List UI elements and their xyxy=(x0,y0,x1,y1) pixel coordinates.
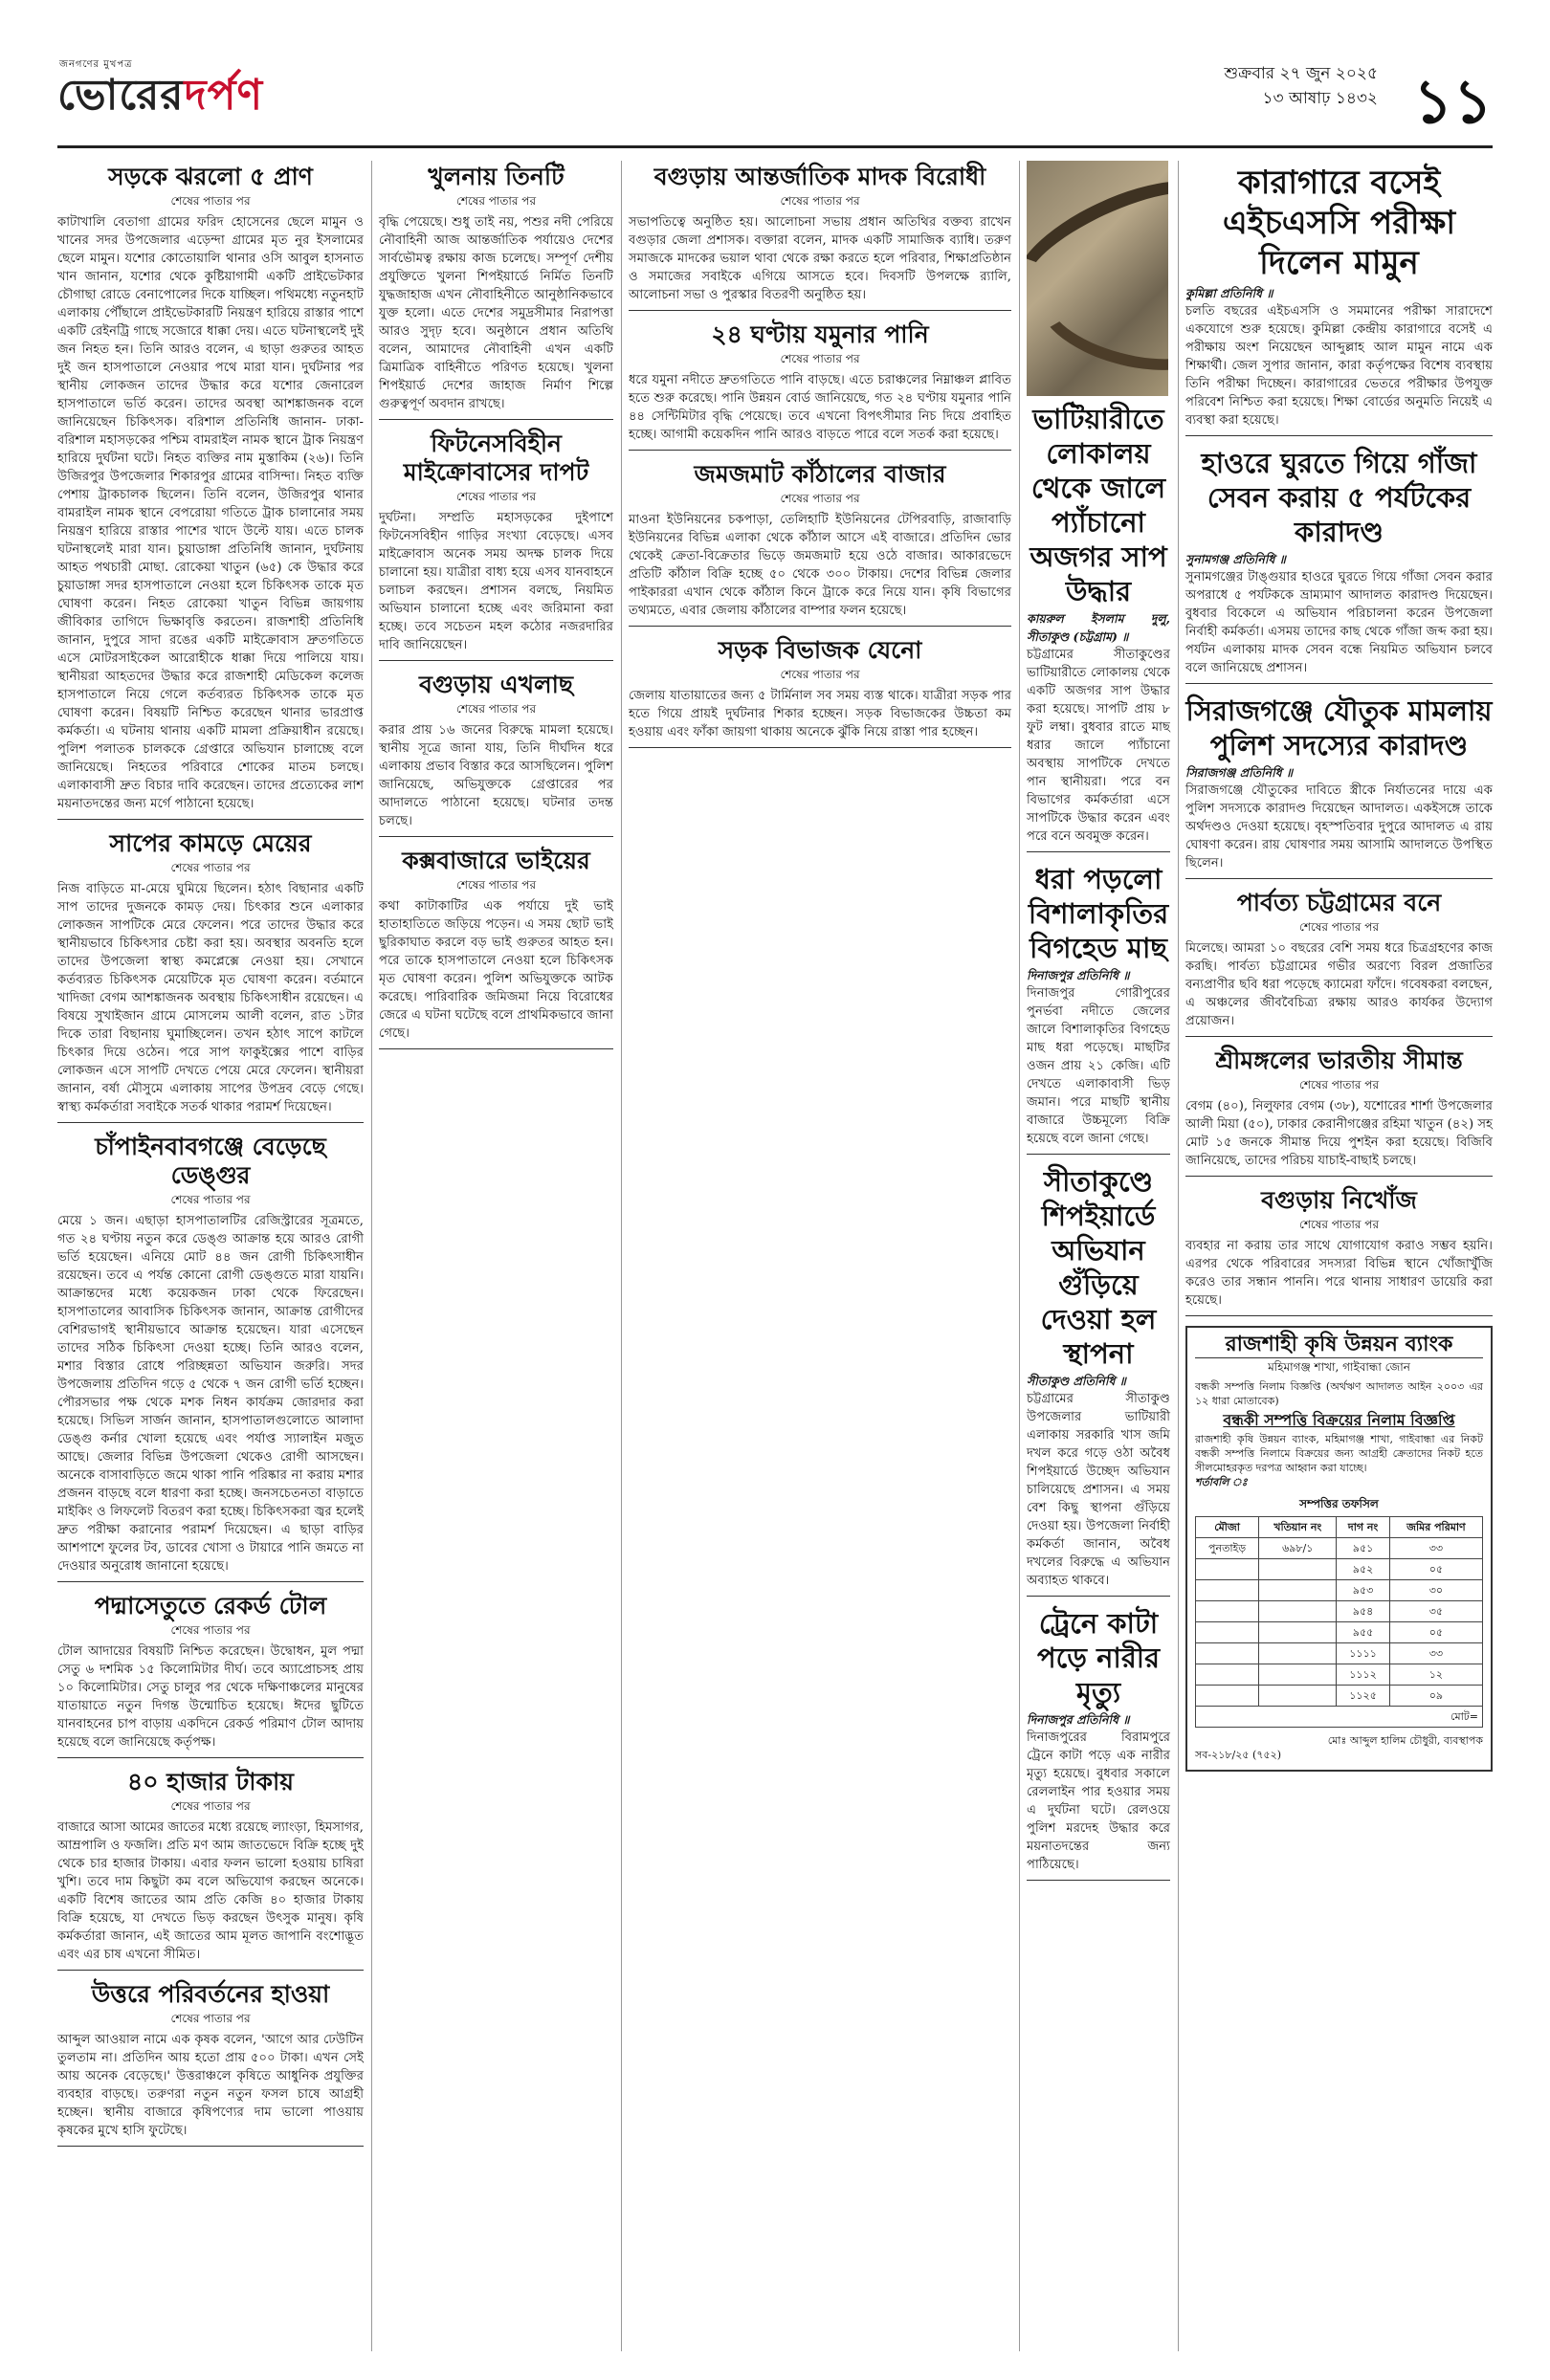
article xyxy=(57,163,364,820)
table-cell: ০৫ xyxy=(1389,1622,1482,1643)
article xyxy=(57,1592,364,1758)
article-kicker: শেষের পাতার পর xyxy=(455,878,537,892)
article-body: সুনামগঞ্জের টাঙ্গুয়ার হাওরে ঘুরতে গিয়ে গাঁজা সেবন করার অপরাধে ৫ পর্যটককে ভ্রাম্যমাণ আদালত কারাদণ্ড দিয়েছেন। বুধবার বিকেলে এ অভিযান পরিচালনা করেন উপজেলা নির্বাহী কর্মকর্তা। এসময় তাদের কাছ থেকে গাঁজা জব্দ করা হয়। পর্যটন এলাকায় মাদক সেবন বন্ধে নিয়মিত অভিযান চলবে বলে জানিয়েছে প্রশাসন। xyxy=(1185,570,1493,675)
article-body: বেগম (৪০), নিলুফার বেগম (৩৮), যশোরের শার্শা উপজেলার আলী মিয়া (৫০), ঢাকার কেরানীগঞ্জের রহিমা খাতুন (৪২) সহ মোট ১৫ জনকে সীমান্ত দিয়ে পুশইন করা হয়েছে। বিজিবি জানিয়েছে, তাদের পরিচয় যাচাই-বাছাই চলছে। xyxy=(1185,1099,1493,1168)
article-headline: কারাগারে বসেই এইচএসসি পরীক্ষা দিলেন মামুন xyxy=(1222,164,1456,282)
table-header: জমির পরিমাণ xyxy=(1389,1517,1482,1538)
article-headline: উত্তরে পরিবর্তনের হাওয়া xyxy=(91,1980,330,2008)
article-headline: পদ্মাসেতুতে রেকর্ড টোল xyxy=(94,1592,327,1620)
table-cell xyxy=(1196,1622,1259,1643)
masthead xyxy=(57,59,1493,148)
article xyxy=(57,1133,364,1582)
article-byline: সীতাকুণ্ড প্রতিনিধি ॥ xyxy=(1027,1374,1126,1388)
table-cell: ৯৫৫ xyxy=(1337,1622,1389,1643)
article-body: বৃদ্ধি পেয়েছে। শুধু তাই নয়, পশুর নদী পেরিয়ে নৌবাহিনী আজ আন্তর্জাতিক পর্যায়েও দেশের সার্বভৌমত্ব রক্ষায় কাজ চলেছে। সম্পূর্ণ দেশীয় প্রযুক্তিতে খুলনা শিপইয়ার্ডে নির্মিত তিনটি যুদ্ধজাহাজ এখন নৌবাহিনীতে আনুষ্ঠানিকভাবে যুক্ত হলো। এতে দেশের সমুদ্রসীমার নিরাপত্তা আরও সুদৃঢ় হবে। অনুষ্ঠানে প্রধান অতিথি বলেন, আমাদের নৌবাহিনী এখন একটি ত্রিমাত্রিক বাহিনীতে পরিণত হয়েছে। খুলনা শিপইয়ার্ড দেশের জাহাজ নির্মাণ শিল্পে গুরুত্বপূর্ণ অবদান রাখছে। xyxy=(379,215,613,411)
article xyxy=(1027,402,1170,852)
article xyxy=(57,829,364,1123)
table-row xyxy=(1196,1643,1483,1664)
article-body: মাওনা ইউনিয়নের চকপাড়া, তেলিহাটি ইউনিয়নের টেপিরবাড়ি, রাজাবাড়ি ইউনিয়নের বিভিন্ন এলাকা থেকে কাঁঠাল আসে এই বাজারে। প্রতিদিন ভোর থেকেই ক্রেতা-বিক্রেতার ভিড়ে জমজমাট হয়ে ওঠে বাজার। আকারভেদে প্রতিটি কাঁঠাল বিক্রি হচ্ছে ৫০ থেকে ৩০০ টাকায়। দেশের বিভিন্ন জেলার পাইকাররা এখান থেকে কাঁঠাল কিনে ট্রাকে করে নিয়ে যান। কৃষি বিভাগের তথ্যমতে, এবার জেলায় কাঁঠালের বাম্পার ফলন হয়েছে। xyxy=(629,513,1011,618)
article-divider xyxy=(1185,1036,1493,1037)
article-body: টোল আদায়ের বিষয়টি নিশ্চিত করেছেন। উদ্বোধন, মুল পদ্মা সেতু ৬ দশমিক ১৫ কিলোমিটার দীর্ঘ। তবে অ্যাপ্রোচসহ প্রায় ১০ কিলোমিটার। সেতু চালুর পর থেকে দক্ষিণাঞ্চলের মানুষের যাতায়াতে নতুন দিগন্ত উন্মোচিত হয়েছে। ঈদের ছুটিতে যানবাহনের চাপ বাড়ায় একদিনে রেকর্ড পরিমাণ টোল আদায় হয়েছে বলে জানিয়েছে কর্তৃপক্ষ। xyxy=(57,1644,364,1750)
article-divider xyxy=(629,450,1011,451)
table-cell xyxy=(1196,1601,1259,1622)
article-body: সভাপতিত্বে অনুষ্ঠিত হয়। আলোচনা সভায় প্রধান অতিথির বক্তব্য রাখেন বগুড়ার জেলা প্রশাসক। বক্তারা বলেন, মাদক একটি সামাজিক ব্যাধি। তরুণ সমাজকে মাদকের ভয়াল থাবা থেকে রক্ষা করতে হলে পরিবার, শিক্ষাপ্রতিষ্ঠান ও সমাজের সবাইকে এগিয়ে আসতে হবে। দিবসটি উপলক্ষে র‍্যালি, আলোচনা সভা ও পুরস্কার বিতরণী অনুষ্ঠিত হয়। xyxy=(629,215,1011,302)
article-divider xyxy=(1027,851,1170,852)
table-cell xyxy=(1196,1580,1259,1601)
article-body: ধরে যমুনা নদীতে দ্রুতগতিতে পানি বাড়ছে। এতে চরাঞ্চলের নিম্নাঞ্চল প্লাবিত হতে শুরু করেছে। পানি উন্নয়ন বোর্ড জানিয়েছে, গত ২৪ ঘণ্টায় যমুনার পানি ৪৪ সেন্টিমিটার বৃদ্ধি পেয়েছে। তবে এখনো বিপৎসীমার নিচ দিয়ে প্রবাহিত হচ্ছে। আগামী কয়েকদিন পানি আরও বাড়তে পারে বলে সতর্ক করা হয়েছে। xyxy=(629,373,1011,442)
article-divider xyxy=(379,419,613,420)
article-kicker: শেষের পাতার পর xyxy=(780,668,860,681)
article-headline: বগুড়ায় আন্তর্জাতিক মাদক বিরোধী xyxy=(653,163,986,190)
article-byline: সিরাজগঞ্জ প্রতিনিধি ॥ xyxy=(1185,765,1294,780)
table-row xyxy=(1196,1664,1483,1686)
article xyxy=(1185,1186,1493,1316)
article-headline: জমজমাট কাঁঠালের বাজার xyxy=(694,460,946,488)
article-headline: ধরা পড়লো বিশালাকৃতির বিগহেড মাছ xyxy=(1028,863,1169,964)
article-divider xyxy=(629,626,1011,627)
table-cell xyxy=(1259,1686,1337,1707)
table-cell: ১১২৫ xyxy=(1337,1686,1389,1707)
column-divider xyxy=(1019,161,1020,2351)
article-headline: বগুড়ায় এখলাছ xyxy=(418,671,574,698)
article-kicker: শেষের পাতার পর xyxy=(455,194,537,208)
notice-subtitle: বন্ধকী সম্পত্তি নিলাম বিজ্ঞপ্তি (অর্থঋণ আদালত আইন ২০০৩ এর ১২ ধারা মোতাবেক) xyxy=(1195,1380,1483,1407)
article-headline: সড়কে ঝরলো ৫ প্রাণ xyxy=(108,163,313,190)
table-cell: ০৫ xyxy=(1389,1559,1482,1580)
table-header: মৌজা xyxy=(1196,1517,1259,1538)
article xyxy=(629,320,1011,451)
article-byline: সুনামগঞ্জ প্রতিনিধি ॥ xyxy=(1185,552,1286,566)
article-kicker: শেষের পাতার পর xyxy=(455,702,537,716)
article xyxy=(1027,1606,1170,1881)
table-cell: ৩০ xyxy=(1389,1580,1482,1601)
article-kicker: শেষের পাতার পর xyxy=(170,194,251,208)
article xyxy=(1027,1164,1170,1597)
column-1 xyxy=(57,161,364,2156)
article-divider xyxy=(629,747,1011,748)
date-english: শুক্রবার ২৭ জুন ২০২৫ xyxy=(1224,64,1378,83)
article-headline: বগুড়ায় নিখোঁজ xyxy=(1261,1186,1417,1214)
article-headline: ৪০ হাজার টাকায় xyxy=(127,1768,294,1796)
article-kicker: শেষের পাতার পর xyxy=(455,490,537,503)
notice-title: বন্ধকী সম্পত্তি বিক্রয়ের নিলাম বিজ্ঞপ্তি xyxy=(1223,1411,1455,1429)
column-divider xyxy=(621,161,622,2351)
article xyxy=(1185,889,1493,1037)
table-cell: ১১১২ xyxy=(1337,1664,1389,1686)
article-kicker: শেষের পাতার পর xyxy=(1298,1218,1380,1231)
article xyxy=(1027,862,1170,1155)
table-cell: ০৯ xyxy=(1389,1686,1482,1707)
table-header: দাগ নং xyxy=(1337,1517,1389,1538)
property-schedule-table xyxy=(1195,1516,1483,1728)
table-row xyxy=(1196,1538,1483,1559)
article-headline: শ্রীমঙ্গলের ভারতীয় সীমান্ত xyxy=(1215,1047,1463,1074)
article-body: দিনাজপুর গোরীপুরের পুনর্ভবা নদীতে জেলের জালে বিশালাকৃতির বিগহেড মাছ ধরা পড়েছে। মাছটির ওজন প্রায় ২১ কেজি। এটি দেখতে এলাকাবাসী ভিড় জমান। পরে মাছটি স্থানীয় বাজারে উচ্চমূল্যে বিক্রি হয়েছে বলে জানা গেছে। xyxy=(1027,986,1170,1146)
table-cell: ৩৩ xyxy=(1389,1643,1482,1664)
table-cell: ৬৯৮/১ xyxy=(1259,1538,1337,1559)
article-headline: সীতাকুণ্ডে শিপইয়ার্ডে অভিযান গুঁড়িয়ে দেওয়া হল স্থাপনা xyxy=(1040,1165,1157,1370)
article-divider xyxy=(1185,683,1493,684)
article-headline: হাওরে ঘুরতে গিয়ে গাঁজা সেবন করায় ৫ পর্যটকের কারাদণ্ড xyxy=(1201,447,1477,548)
article-divider xyxy=(1185,435,1493,436)
newspaper-logo xyxy=(57,59,264,133)
article-divider xyxy=(1027,1880,1170,1881)
article-byline: দিনাজপুর প্রতিনিধি ॥ xyxy=(1027,1712,1130,1727)
column-4 xyxy=(1027,161,1170,1890)
column-5 xyxy=(1185,161,1493,1772)
table-cell: ৩৫ xyxy=(1389,1601,1482,1622)
auction-notice xyxy=(1185,1326,1493,1772)
article-headline: ২৪ ঘণ্টায় যমুনার পানি xyxy=(711,320,929,348)
article-body: চট্টগ্রামের সীতাকুণ্ডের ভাটিয়ারীতে লোকালয় থেকে একটি অজগর সাপ উদ্ধার করা হয়েছে। সাপটি প্রায় ৮ ফুট লম্বা। বুধবার রাতে মাছ ধরার জালে প্যাঁচানো অবস্থায় সাপটিকে দেখতে পান স্থানীয়রা। পরে বন বিভাগের কর্মকর্তারা এসে সাপটিকে উদ্ধার করেন এবং পরে বনে অবমুক্ত করেন। xyxy=(1027,648,1170,844)
table-cell xyxy=(1259,1559,1337,1580)
article-byline: দিনাজপুর প্রতিনিধি ॥ xyxy=(1027,968,1130,982)
article-kicker: শেষের পাতার পর xyxy=(1298,1078,1380,1091)
table-cell: ১১১১ xyxy=(1337,1643,1389,1664)
table-cell: ৯৫৩ xyxy=(1337,1580,1389,1601)
table-cell: ৯৫৪ xyxy=(1337,1601,1389,1622)
article-kicker: শেষের পাতার পর xyxy=(780,352,860,365)
table-cell xyxy=(1196,1643,1259,1664)
table-cell: ১২ xyxy=(1389,1664,1482,1686)
article-body: সিরাজগঞ্জে যৌতুকের দাবিতে স্ত্রীকে নির্যাতনের দায়ে এক পুলিশ সদস্যকে কারাদণ্ড দিয়েছেন আদালত। একইসঙ্গে তাকে অর্থদণ্ডও দেওয়া হয়েছে। বৃহস্পতিবার দুপুরে আদালত এ রায় ঘোষণা করেন। রায় ঘোষণার সময় আসামি আদালতে উপস্থিত ছিলেন। xyxy=(1185,783,1493,870)
article-divider xyxy=(1185,878,1493,879)
table-row xyxy=(1196,1580,1483,1601)
article-body: ব্যবহার না করায় তার সাথে যোগাযোগ করাও সম্ভব হয়নি। এরপর থেকে পরিবারের সদস্যরা বিভিন্ন স্থানে খোঁজাখুঁজি করেও তার সন্ধান পাননি। পরে থানায় সাধারণ ডায়েরি করা হয়েছে। xyxy=(1185,1239,1493,1308)
article-body: দিনাজপুরের বিরামপুরে ট্রেনে কাটা পড়ে এক নারীর মৃত্যু হয়েছে। বুধবার সকালে রেললাইন পার হওয়ার সময় এ দুর্ঘটনা ঘটে। রেলওয়ে পুলিশ মরদেহ উদ্ধার করে ময়নাতদন্তের জন্য পাঠিয়েছে। xyxy=(1027,1730,1170,1872)
column-2 xyxy=(379,161,613,1059)
table-cell: ৯৫১ xyxy=(1337,1538,1389,1559)
article-divider xyxy=(629,310,1011,311)
article-body: জেলায় যাতায়াতের জন্য ৫ টার্মিনাল সব সময় ব্যস্ত থাকে। যাত্রীরা সড়ক পার হতে গিয়ে প্রায়ই দুর্ঘটনার শিকার হচ্ছেন। সড়ক বিভাজকের উচ্চতা কম হওয়ায় এবং ফাঁকা জায়গা থাকায় অনেকে ঝুঁকি নিয়ে রাস্তা পার হচ্ছেন। xyxy=(629,689,1011,739)
table-cell xyxy=(1196,1686,1259,1707)
table-cell xyxy=(1259,1664,1337,1686)
article-kicker: শেষের পাতার পর xyxy=(1298,920,1380,934)
article xyxy=(629,460,1011,627)
table-cell: ৯৫২ xyxy=(1337,1559,1389,1580)
article xyxy=(379,847,613,1049)
notice-table-title: সম্পত্তির তফসিল xyxy=(1299,1497,1379,1510)
article-body: মেয়ে ১ জন। এছাড়া হাসপাতালটির রেজিস্ট্রারের সূত্রমতে, গত ২৪ ঘণ্টায় নতুন করে ডেঙ্গু আক্রান্ত হয়ে আরও রোগী ভর্তি হয়েছেন। এনিয়ে মোট ৪৪ জন রোগী চিকিৎসাধীন রয়েছেন। তবে এ পর্যন্ত কোনো রোগী ডেঙ্গুতে মারা যায়নি। আক্রান্তদের মধ্যে কয়েকজন ঢাকা থেকে ফিরেছেন। হাসপাতালের আবাসিক চিকিৎসক জানান, আক্রান্ত রোগীদের বেশিরভাগই স্থানীয়ভাবে আক্রান্ত হয়েছেন। যারা এসেছেন তাদের সঠিক চিকিৎসা দেওয়া হচ্ছে। তিনি আরও বলেন, মশার বিস্তার রোধে পরিচ্ছন্নতা অভিযান জরুরি। সদর উপজেলায় প্রতিদিন গড়ে ৫ থেকে ৭ জন রোগী ভর্তি হচ্ছেন। পৌরসভার পক্ষ থেকে মশক নিধন কার্যক্রম জোরদার করা হয়েছে। সিভিল সার্জন জানান, হাসপাতালগুলোতে আলাদা ডেঙ্গু কর্নার খোলা হয়েছে এবং পর্যাপ্ত স্যালাইন মজুত আছে। জেলার বিভিন্ন উপজেলা থেকেও রোগী আসছেন। অনেকে বাসাবাড়িতে জমে থাকা পানি পরিষ্কার না করায় মশার প্রজনন বাড়ছে বলে ধারণা করা হচ্ছে। জনসচেতনতা বাড়াতে মাইকিং ও লিফলেট বিতরণ করা হচ্ছে। চিকিৎসকরা জ্বর হলেই দ্রুত পরীক্ষা করানোর পরামর্শ দিয়েছেন। এ ছাড়া বাড়ির আশপাশে ফুলের টব, ডাবের খোসা ও টায়ারে পানি জমতে না দেওয়ার অনুরোধ জানানো হয়েছে। xyxy=(57,1214,364,1574)
article-body: নিজ বাড়িতে মা-মেয়ে ঘুমিয়ে ছিলেন। হঠাৎ বিছানার একটি সাপ তাদের দুজনকে কামড় দেয়। চিৎকার শুনে এলাকার লোকজন সাপটিকে মেরে ফেলেন। পরে তাদের উদ্ধার করে স্থানীয়ভাবে চিকিৎসার চেষ্টা করা হয়। অবস্থার অবনতি হলে তাদের উপজেলা স্বাস্থ্য কমপ্লেক্সে নেওয়া হয়। সেখানে কর্তব্যরত চিকিৎসক মেয়েটিকে মৃত ঘোষণা করেন। বর্তমানে খাদিজা বেগম আশঙ্কাজনক অবস্থায় চিকিৎসাধীন রয়েছেন। এ বিষয়ে সুখাইজান গ্রামে মোসলেম আলী বলেন, রাত ১টার দিকে তারা বিছানায় ঘুমাচ্ছিলেন। তখন হঠাৎ সাপে কাটলে চিৎকার দিয়ে ওঠেন। পরে সাপ ফাকুইক্সের পাশে বাড়ির লোকজন এসে সাপটি দেখতে পেয়ে মেরে ফেলেন। স্থানীয়রা জানান, বর্ষা মৌসুমে এলাকায় সাপের উপদ্রব বেড়ে গেছে। স্বাস্থ্য কর্মকর্তারা সবাইকে সতর্ক থাকার পরামর্শ দিয়েছেন। xyxy=(57,882,364,1114)
article-divider xyxy=(379,836,613,837)
article-body: দুর্ঘটনা। সম্প্রতি মহাসড়কের দুইপাশে ফিটনেসবিহীন গাড়ির সংখ্যা বেড়েছে। এসব মাইক্রোবাস অনেক সময় অদক্ষ চালক দিয়ে চালানো হয়। যাত্রীরা বাধ্য হয়ে এসব যানবাহনে চলাচল করছেন। প্রশাসন বলছে, নিয়মিত অভিযান চালানো হচ্ছে এবং জরিমানা করা হচ্ছে। তবে সচেতন মহল কঠোর নজরদারির দাবি জানিয়েছেন। xyxy=(379,511,613,652)
article-headline: পার্বত্য চট্টগ্রামের বনে xyxy=(1236,889,1442,916)
page-number: ১১ xyxy=(1412,67,1493,138)
article-divider xyxy=(1185,1176,1493,1177)
article-divider xyxy=(1185,1315,1493,1316)
article-kicker: শেষের পাতার পর xyxy=(170,1799,251,1813)
table-cell xyxy=(1259,1643,1337,1664)
article-body: কাটাখালি বেতাগা গ্রামের ফরিদ হোসেনের ছেলে মামুন ও খানের সদর উপজেলার এড়েন্দা গ্রামের মৃত নুর ইসলামের ছেলে মামুন। যশোর কোতোয়ালি থানার ওসি আবুল হাসনাত খান জানান, যশোর থেকে কুষ্টিয়াগামী একটি প্রাইভেটকার চৌগাছা রোডে বেনাপোলের দিকে যাচ্ছিল। পথিমধ্যে নতুনহাট এলাকায় পৌঁছালে প্রাইভেটকারটি নিয়ন্ত্রণ হারিয়ে রাস্তার পাশে একটি রেইনট্রি গাছে সজোরে ধাক্কা দেয়। এতে ঘটনাস্থলেই দুই জন নিহত হন। তিনি আরও বলেন, এ ছাড়া গুরুতর আহত দুই জন হাসপাতালে নেওয়ার পথে মারা যান। দুর্ঘটনার পর স্থানীয় লোকজন তাদের উদ্ধার করে যশোর জেনারেল হাসপাতালে ভর্তি করেন। তাদের অবস্থা আশঙ্কাজনক বলে জানিয়েছেন চিকিৎসক। বরিশাল প্রতিনিধি জানান- ঢাকা-বরিশাল মহাসড়কের পশ্চিম বামরাইল নামক স্থানে ট্রাক নিয়ন্ত্রণ হারিয়ে দুর্ঘটনা ঘটে। নিহত ব্যক্তির নাম মুস্তাকিম (২৬)। তিনি উজিরপুর উপজেলার শিকারপুর গ্রামের বাসিন্দা। নিহত ব্যক্তি পেশায় ট্রাকচালক ছিলেন। তিনি বলেন, উজিরপুর থানার বামরাইল নামক স্থানে বেপরোয়া গতিতে ট্রাক চালানোর সময় নিয়ন্ত্রণ হারিয়ে রাস্তার পাশের খাদে উল্টে যায়। এতে চালক ঘটনাস্থলেই মারা যান। চুয়াডাঙ্গা প্রতিনিধি জানান, দুর্ঘটনায় আহত পথচারী মোছা. রোকেয়া খাতুন (৬৫) কে উদ্ধার করে চুয়াডাঙ্গা সদর হাসপাতালে নেওয়া হলে চিকিৎসক তাকে মৃত ঘোষণা করেন। নিহত রোকেয়া খাতুন বিভিন্ন জায়গায় জীবিকার তাগিদে ভিক্ষাবৃত্তি করতেন। রাজশাহী প্রতিনিধি জানান, দুপুরে সাদা রঙের একটি মাইক্রোবাস দ্রুতগতিতে এসে মোটরসাইকেল আরোহীকে ধাক্কা দিয়ে পালিয়ে যায়। স্থানীয়রা আহতদের উদ্ধার করে রাজশাহী মেডিকেল কলেজ হাসপাতালে নিয়ে গেলে কর্তব্যরত চিকিৎসক তাকে মৃত ঘোষণা করেন। বিষয়টি নিশ্চিত করেছেন থানার ভারপ্রাপ্ত কর্মকর্তা। এ ঘটনায় থানায় একটি মামলা প্রক্রিয়াধীন রয়েছে। পুলিশ পলাতক চালককে গ্রেপ্তারে অভিযান চালাচ্ছে বলে জানিয়েছে। নিহতের পরিবারে শোকের মাতম চলছে। এলাকাবাসী দ্রুত বিচার দাবি করেছেন। তাদের প্রত্যেকের লাশ ময়নাতদন্তের জন্য মর্গে পাঠানো হয়েছে। xyxy=(57,215,364,811)
article-headline: ট্রেনে কাটা পড়ে নারীর মৃত্যু xyxy=(1036,1607,1161,1708)
article-divider xyxy=(57,2146,364,2147)
article-divider xyxy=(57,1757,364,1758)
table-cell: ৩৩ xyxy=(1389,1538,1482,1559)
article-headline: ফিটনেসবিহীন মাইক্রোবাসের দাপট xyxy=(403,430,589,486)
article xyxy=(1185,163,1493,436)
logo-tagline: জনগণের মুখপত্র xyxy=(59,59,133,70)
table-cell xyxy=(1259,1580,1337,1601)
logo-part2: দর্পণ xyxy=(184,71,264,120)
article xyxy=(57,1980,364,2147)
article-divider xyxy=(379,1048,613,1049)
table-row xyxy=(1196,1622,1483,1643)
article-headline: চাঁপাইনবাবগঞ্জে বেড়েছে ডেঙ্গুর xyxy=(95,1133,326,1189)
table-cell xyxy=(1196,1664,1259,1686)
article-byline: কায়রুল ইসলাম দুলু, সীতাকুণ্ড (চট্টগ্রাম) ॥ xyxy=(1027,611,1170,644)
article xyxy=(629,636,1011,748)
article-body: আব্দুল আওয়াল নামে এক কৃষক বলেন, 'আগে আর ঢেউটিন তুলতাম না। প্রতিদিন আয় হতো প্রায় ৫০০ টাকা। এখন সেই আয় অনেক বেড়েছে।' উত্তরাঞ্চলে কৃষিতে আধুনিক প্রযুক্তির ব্যবহার বাড়ছে। তরুণরা নতুন নতুন ফসল চাষে আগ্রহী হচ্ছেন। স্থানীয় বাজারে কৃষিপণ্যের দাম ভালো পাওয়ায় কৃষকের মুখে হাসি ফুটেছে। xyxy=(57,2033,364,2138)
article xyxy=(1185,694,1493,879)
notice-branch: মহিমাগঞ্জ শাখা, গাইবান্ধা জোন xyxy=(1268,1360,1410,1374)
article-headline: কক্সবাজারে ভাইয়ের xyxy=(402,847,590,874)
article-kicker: শেষের পাতার পর xyxy=(170,2012,251,2025)
table-cell xyxy=(1259,1601,1337,1622)
article-divider xyxy=(57,1581,364,1582)
article xyxy=(1185,446,1493,684)
article xyxy=(379,163,613,420)
article-divider xyxy=(57,1970,364,1971)
article-body: বাজারে আসা আমের জাতের মধ্যে রয়েছে ল্যাংড়া, হিমসাগর, আম্রপালি ও ফজলি। প্রতি মণ আম জাতভেদে বিক্রি হচ্ছে দুই থেকে চার হাজার টাকায়। এবার ফলন ভালো হওয়ায় চাষিরা খুশি। তবে দাম কিছুটা কম বলে অভিযোগ করছেন অনেকে। একটি বিশেষ জাতের আম প্রতি কেজি ৪০ হাজার টাকায় বিক্রি হয়েছে, যা দেখতে ভিড় করছেন উৎসুক মানুষ। কৃষি কর্মকর্তারা জানান, এই জাতের আম মূলত জাপানি বংশোদ্ভূত এবং এর চাষ এখনো সীমিত। xyxy=(57,1820,364,1962)
article-body: করার প্রায় ১৬ জনের বিরুদ্ধে মামলা হয়েছে। স্থানীয় সূত্রে জানা যায়, তিনি দীর্ঘদিন ধরে এলাকায় প্রভাব বিস্তার করে আসছিলেন। পুলিশ জানিয়েছে, অভিযুক্তকে গ্রেপ্তারের পর আদালতে পাঠানো হয়েছে। ঘটনার তদন্ত চলছে। xyxy=(379,723,613,828)
column-divider xyxy=(371,161,372,2351)
article-kicker: শেষের পাতার পর xyxy=(780,492,860,505)
notice-bank: রাজশাহী কৃষি উন্নয়ন ব্যাংক xyxy=(1195,1335,1483,1358)
article-headline: সিরাজগঞ্জে যৌতুক মামলায় পুলিশ সদস্যের কারাদণ্ড xyxy=(1185,694,1493,761)
column-divider xyxy=(1178,161,1179,2351)
article-byline: কুমিল্লা প্রতিনিধি ॥ xyxy=(1185,286,1273,300)
article-kicker: শেষের পাতার পর xyxy=(170,1623,251,1637)
article-kicker: শেষের পাতার পর xyxy=(780,194,860,208)
article-body: কথা কাটাকাটির এক পর্যায়ে দুই ভাই হাতাহাতিতে জড়িয়ে পড়েন। এ সময় ছোট ভাই ছুরিকাঘাত করলে বড় ভাই গুরুতর আহত হন। পরে তাকে হাসপাতালে নেওয়া হলে চিকিৎসক মৃত ঘোষণা করেন। পুলিশ অভিযুক্তকে আটক করেছে। পারিবারিক জমিজমা নিয়ে বিরোধের জেরে এ ঘটনা ঘটেছে বলে প্রাথমিকভাবে জানা গেছে। xyxy=(379,899,613,1041)
table-total-row xyxy=(1196,1707,1483,1728)
table-total: মোট= xyxy=(1196,1707,1483,1728)
article-headline: ভাটিয়ারীতে লোকালয় থেকে জালে প্যাঁচানো অজগর সাপ উদ্ধার xyxy=(1030,403,1167,607)
python-photo xyxy=(1027,161,1168,396)
article-body: মিলেছে। আমরা ১০ বছরের বেশি সময় ধরে চিত্রগ্রহণের কাজ করছি। পার্বত্য চট্টগ্রামের গভীর অরণ্যে বিরল প্রজাতির বন্যপ্রাণীর ছবি ধরা পড়েছে ক্যামেরা ফাঁদে। গবেষকরা বলছেন, এ অঞ্চলের জীববৈচিত্র্য রক্ষায় আরও কার্যকর উদ্যোগ প্রয়োজন। xyxy=(1185,941,1493,1028)
date-bangla: ১৩ আষাঢ় ১৪৩২ xyxy=(1262,89,1378,108)
article-headline: খুলনায় তিনটি xyxy=(428,163,565,190)
table-cell xyxy=(1259,1622,1337,1643)
article-headline: সাপের কামড়ে মেয়ের xyxy=(109,829,312,857)
article-body: চলতি বছরের এইচএসসি ও সমমানের পরীক্ষা সারাদেশে একযোগে শুরু হয়েছে। কুমিল্লা কেন্দ্রীয় কারাগারে বসেই এ পরীক্ষায় অংশ নিয়েছেন আব্দুল্লাহ আল মামুন নামে এক শিক্ষার্থী। জেল সুপার জানান, কারা কর্তৃপক্ষের বিশেষ ব্যবস্থায় তিনি পরীক্ষা দিচ্ছেন। কারাগারের ভেতরে পরীক্ষার উপযুক্ত পরিবেশ নিশ্চিত করা হয়েছে। শিক্ষা বোর্ডের অনুমতি নিয়েই এ ব্যবস্থা করা হয়েছে। xyxy=(1185,304,1493,428)
article xyxy=(1185,1047,1493,1177)
article-kicker: শেষের পাতার পর xyxy=(170,861,251,874)
table-row xyxy=(1196,1686,1483,1707)
table-cell: পুনতাইড় xyxy=(1196,1538,1259,1559)
table-row xyxy=(1196,1601,1483,1622)
article xyxy=(379,671,613,837)
article-headline: সড়ক বিভাজক যেনো xyxy=(718,636,922,664)
article-kicker: শেষের পাতার পর xyxy=(170,1193,251,1206)
notice-conditions: শর্তাবলি ঃ xyxy=(1195,1476,1248,1488)
logo-part1: ভোরের xyxy=(57,71,185,120)
article-divider xyxy=(1027,1596,1170,1597)
article-divider xyxy=(1027,1154,1170,1155)
article xyxy=(379,430,613,661)
notice-code: সব-২১৮/২৫ (৭৫২) xyxy=(1195,1749,1282,1761)
table-row xyxy=(1196,1559,1483,1580)
article-body: চট্টগ্রামের সীতাকুণ্ড উপজেলার ভাটিয়ারী এলাকায় সরকারি খাস জমি দখল করে গড়ে ওঠা অবৈধ শিপইয়ার্ডে উচ্ছেদ অভিযান চালিয়েছে প্রশাসন। এ সময় বেশ কিছু স্থাপনা গুঁড়িয়ে দেওয়া হয়। উপজেলা নির্বাহী কর্মকর্তা জানান, অবৈধ দখলের বিরুদ্ধে এ অভিযান অব্যাহত থাকবে। xyxy=(1027,1392,1170,1588)
issue-date xyxy=(1225,61,1378,111)
table-cell xyxy=(1196,1559,1259,1580)
table-header: খতিয়ান নং xyxy=(1259,1517,1337,1538)
article xyxy=(57,1768,364,1971)
notice-body: রাজশাহী কৃষি উন্নয়ন ব্যাংক, মহিমাগঞ্জ শাখা, গাইবান্ধা এর নিকট বন্ধকী সম্পত্তি নিলামে বিক্রয়ের জন্য আগ্রহী ক্রেতাদের নিকট হতে সীলমোহরকৃত দরপত্র আহ্বান করা যাচ্ছে। xyxy=(1195,1433,1483,1474)
article xyxy=(629,163,1011,311)
notice-signature: মোঃ আব্দুল হালিম চৌধুরী, ব্যবস্থাপক xyxy=(1327,1734,1483,1747)
article-divider xyxy=(57,1122,364,1123)
article-divider xyxy=(379,660,613,661)
article-divider xyxy=(57,819,364,820)
column-3 xyxy=(629,161,1011,758)
